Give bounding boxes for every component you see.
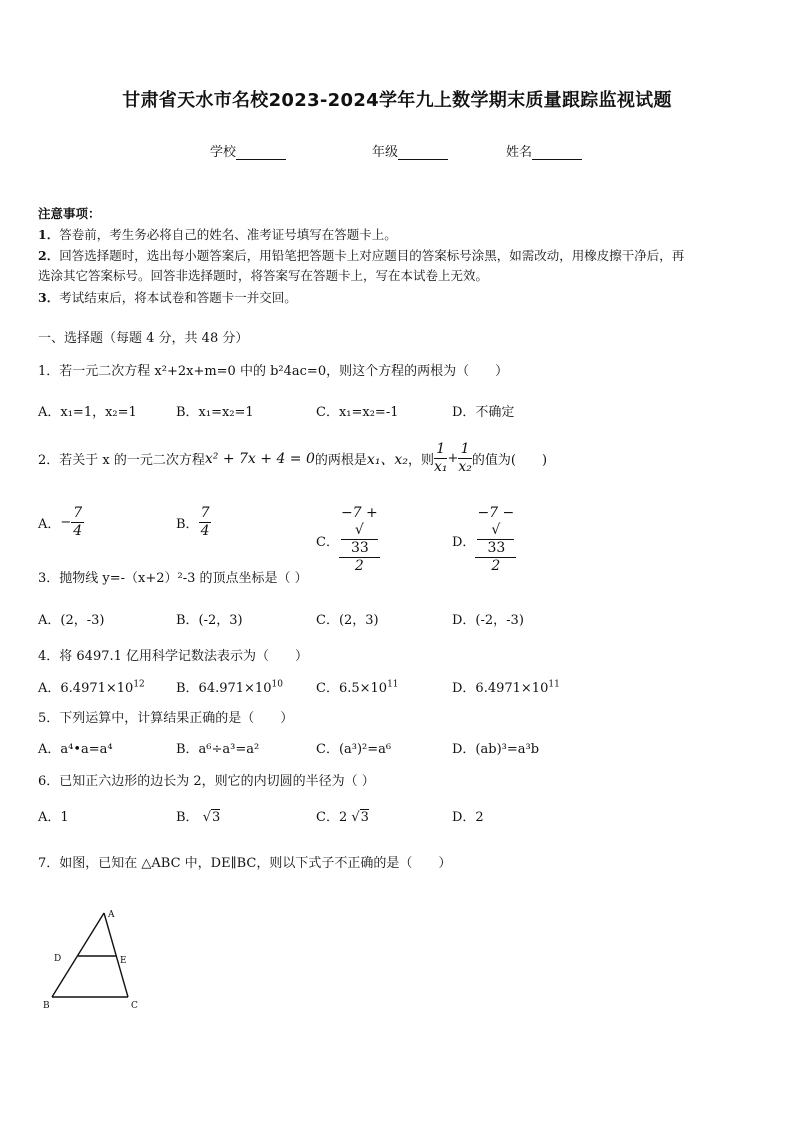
vertex-label-a: A xyxy=(108,910,115,920)
school-blank xyxy=(236,146,286,160)
q5-option-b: B．a⁶÷a³=a² xyxy=(176,742,260,757)
note-2: 2．回答选择题时，选出每小题答案后，用铅笔把答题卡上对应题目的答案标号涂黑，如需改动，用橡皮擦干净后，再 xyxy=(38,248,685,263)
q6-stem: 6．已知正六边形的边长为 2，则它的内切圆的半径为（ ） xyxy=(38,774,375,789)
q1-option-c: C．x₁=x₂=-1 xyxy=(316,405,399,420)
q7-stem: 7．如图，已知在 △ABC 中，DE∥BC，则以下式子不正确的是（ ） xyxy=(38,856,452,871)
name-blank xyxy=(532,146,582,160)
grade-label: 年级 xyxy=(372,145,399,160)
q3-option-b: B．(-2，3) xyxy=(176,613,243,628)
point-label-e: E xyxy=(120,956,127,966)
q3-option-a: A．(2，-3) xyxy=(38,613,105,628)
note-1: 1．答卷前，考生务必将自己的姓名、准考证号填写在答题卡上。 xyxy=(38,227,397,242)
section-heading: 一、选择题（每题 4 分，共 48 分） xyxy=(38,331,249,346)
q5-option-c: C．(a³)²=a⁶ xyxy=(316,742,392,757)
notes-heading: 注意事项： xyxy=(38,206,101,221)
q2-roots: x₁、x₂ xyxy=(366,451,408,468)
note-3: 3．考试结束后，将本试卷和答题卡一并交回。 xyxy=(38,290,297,305)
q1-stem: 1．若一元二次方程 x²+2x+m=0 中的 b²4ac=0，则这个方程的两根为（ ） xyxy=(38,364,509,379)
name-field xyxy=(506,141,582,160)
q4-option-a: A．$6.4971\times 10^{12}$ xyxy=(38,679,145,696)
q5-stem: 5．下列运算中，计算结果正确的是（ ） xyxy=(38,711,294,726)
q4-stem: 4．将 6497.1 亿用科学记数法表示为（ ） xyxy=(38,649,309,664)
q2-stem: 2．若关于 x 的一元二次方程 x² + 7x + 4 = 0 的两根是 x₁、x₂ ，则 $\frac{1}{\text{x₁}}$ + $\frac{1}{\text{x₂}}$ 的值为( ) xyxy=(38,441,548,475)
q3-option-c: C．(2，3) xyxy=(316,613,379,628)
q2-frac-1-x1: $\frac{1}{\text{x₁}}$ xyxy=(433,441,448,475)
q4-option-b: B．$64.971\times 10^{10}$ xyxy=(176,679,283,696)
q1-option-b: B．x₁=x₂=1 xyxy=(176,405,254,420)
q6-option-d: D．2 xyxy=(452,810,484,825)
school-label: 学校 xyxy=(210,145,237,160)
point-label-d: D xyxy=(54,954,62,964)
q1-option-d: D．不确定 xyxy=(452,405,515,420)
q4-option-c: C．$6.5\times 10^{11}$ xyxy=(316,679,399,696)
q2-option-b: B． $\frac{7}{4}$ xyxy=(176,505,210,539)
q5-option-a: A．a⁴•a=a⁴ xyxy=(38,742,113,757)
q2-option-d: D． −7 − √ 33 2 xyxy=(452,505,515,574)
q4-option-d: D．$6.4971\times 10^{11}$ xyxy=(452,679,560,696)
triangle-diagram xyxy=(38,905,148,1015)
grade-blank xyxy=(398,146,448,160)
q3-stem: 3．抛物线 y=-（x+2）²-3 的顶点坐标是（ ） xyxy=(38,571,308,586)
q5-option-d: D．(ab)³=a³b xyxy=(452,742,540,757)
q2-option-a: A． − $\frac{7}{4}$ xyxy=(38,505,83,539)
vertex-label-c: C xyxy=(131,1001,138,1011)
q2-option-c: C． −7 + √ 33 2 xyxy=(316,505,378,574)
grade-field xyxy=(372,141,448,160)
q1-option-a: A．x₁=1，x₂=1 xyxy=(38,405,137,420)
side-ac xyxy=(104,913,128,997)
name-label: 姓名 xyxy=(506,145,533,160)
q6-option-b: B． √3 xyxy=(176,810,221,825)
q6-option-a: A．1 xyxy=(38,810,69,825)
q2-frac-1-x2: $\frac{1}{\text{x₂}}$ xyxy=(458,441,472,475)
q3-option-d: D．(-2，-3) xyxy=(452,613,524,628)
vertex-label-b: B xyxy=(43,1001,50,1011)
q6-option-c: C．2 √3 xyxy=(316,810,369,825)
q2-equation: x² + 7x + 4 = 0 xyxy=(204,450,315,467)
page-title: 甘肃省天水市名校2023-2024学年九上数学期末质量跟踪监视试题 xyxy=(122,90,672,111)
school-field xyxy=(210,141,286,160)
note-2-cont: 选涂其它答案标号。回答非选择题时，将答案写在答题卡上，写在本试卷上无效。 xyxy=(38,268,489,283)
